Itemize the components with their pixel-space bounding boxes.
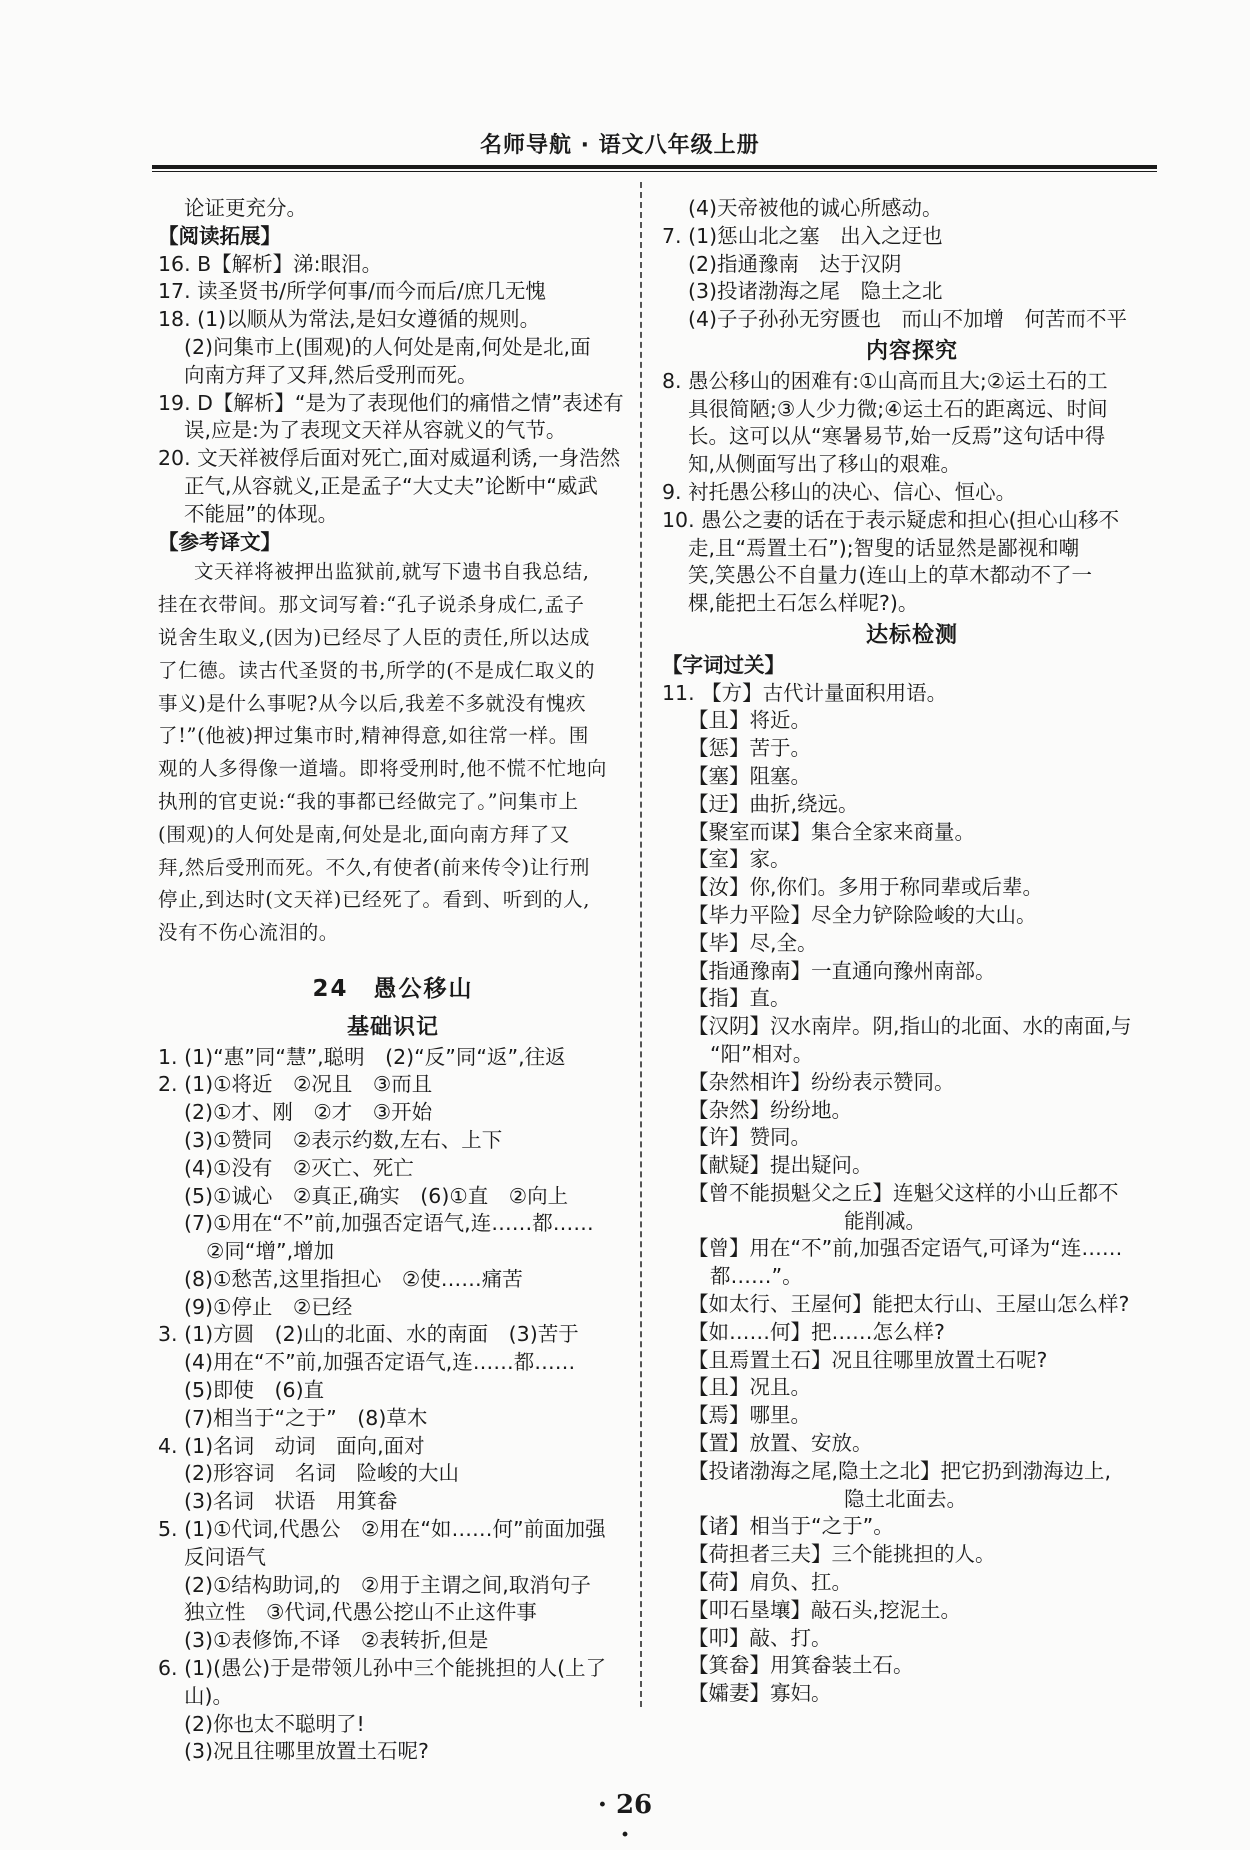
translation-line: 说舍生取义,(因为)已经尽了人臣的责任,所以达成 <box>158 625 591 649</box>
answer-line: (5)即使 (6)直 <box>184 1378 325 1403</box>
word-entry: “阳”相对。 <box>710 1041 814 1066</box>
answer-line: 独立性 ③代词,代愚公挖山不止这件事 <box>184 1600 537 1625</box>
word-entry: 【叩】敲、打。 <box>688 1625 832 1650</box>
word-entry: 【杂然】纷纷地。 <box>688 1097 852 1122</box>
translation-answers <box>662 195 1162 334</box>
answer-line: 6. (1)(愚公)于是带领儿孙中三个能挑担的人(上了 <box>158 1656 607 1681</box>
word-entry: 【毕力平险】尽全力铲除险峻的大山。 <box>688 902 1037 927</box>
translation-heading: 【参考译文】 <box>158 529 281 554</box>
word-answers <box>662 680 1162 1708</box>
answer-line: (7)①用在“不”前,加强否定语气,连……都…… <box>184 1211 594 1236</box>
answer-line: 9. 衬托愚公移山的决心、信心、恒心。 <box>662 479 1017 504</box>
word-entry: 【且焉置土石】况且往哪里放置土石呢? <box>688 1347 1048 1372</box>
word-entry: 都……”。 <box>710 1264 803 1289</box>
basic-knowledge-heading: 基础识记 <box>346 1014 439 1040</box>
answer-20: 20. 文天祥被俘后面对死亡,面对威逼利诱,一身浩然 <box>158 446 621 471</box>
word-entry: 【毕】尽,全。 <box>688 930 818 955</box>
translation-line: 了仁德。读古代圣贤的书,所学的(不是成仁取义的 <box>158 658 596 682</box>
translation-line: 停止,到达时(文天祥)已经死了。看到、听到的人, <box>158 888 591 912</box>
answer-18-line: 向南方拜了又拜,然后受刑而死。 <box>184 362 478 387</box>
word-entry: 【杂然相许】纷纷表示赞同。 <box>688 1069 955 1094</box>
answer-line: (5)①诚心 ②真正,确实 (6)①直 ②向上 <box>184 1183 569 1208</box>
translation-line: 执刑的官吏说:“我的事都已经做完了。”问集市上 <box>158 789 579 813</box>
assessment-heading: 达标检测 <box>865 622 958 648</box>
translation-line: 了!”(他被)押过集市时,精神得意,如往常一样。围 <box>158 724 589 748</box>
answer-line: (4)子子孙孙无穷匮也 而山不加增 何苦而不平 <box>688 307 1128 332</box>
answer-20-line: 正气,从容就义,正是孟子“大丈夫”论断中“威武 <box>184 473 598 498</box>
word-entry: 【孀妻】寡妇。 <box>688 1681 832 1706</box>
answer-line: 棵,能把土石怎么样呢?)。 <box>688 591 919 616</box>
word-entry: 【塞】阻塞。 <box>688 763 811 788</box>
answer-19: 19. D【解析】“是为了表现他们的痛惜之情”表述有 <box>158 390 624 415</box>
header-rule-thin <box>152 171 1157 172</box>
answer-line: (3)名词 状语 用箕畚 <box>184 1489 398 1514</box>
answer-line: 5. (1)①代词,代愚公 ②用在“如……何”前面加强 <box>158 1517 606 1542</box>
word-entry: 【且】将近。 <box>688 708 811 733</box>
answer-line: 知,从侧面写出了移山的艰难。 <box>688 452 962 477</box>
answer-line: 3. (1)方圆 (2)山的北面、水的南面 (3)苦于 <box>158 1322 579 1347</box>
answer-19-line: 误,应是:为了表现文天祥从容就义的气节。 <box>184 418 567 443</box>
word-entry: 【曾不能损魁父之丘】连魁父这样的小山丘都不 <box>688 1180 1119 1205</box>
answer-line: 走,且“焉置土石”);智叟的话显然是鄙视和嘲 <box>688 535 1080 560</box>
answer-line: (4)天帝被他的诚心所感动。 <box>688 196 943 220</box>
word-entry: 【室】家。 <box>688 847 791 872</box>
answer-line: (7)相当于“之于” (8)草木 <box>184 1405 428 1430</box>
answer-line: 笑,笑愚公不自量力(连山上的草木都动不了一 <box>688 563 1093 588</box>
word-entry: 【箕畚】用箕畚装土石。 <box>688 1653 914 1678</box>
word-entry: 【诸】相当于“之于”。 <box>688 1514 894 1539</box>
answer-line: 山)。 <box>184 1683 233 1708</box>
translation-line: 挂在衣带间。那文词写着:“孔子说杀身成仁,孟子 <box>158 593 585 617</box>
answer-line: (2)形容词 名词 险峻的大山 <box>184 1461 460 1486</box>
word-entry: 【聚室而谋】集合全家来商量。 <box>688 819 975 844</box>
reading-extension-heading: 【阅读拓展】 <box>158 223 281 248</box>
page-number: · 26 · <box>597 1790 653 1850</box>
lesson-title: 24 愚公移山 <box>312 975 474 1002</box>
answer-line: 7. (1)惩山北之塞 出入之迂也 <box>662 223 943 248</box>
word-entry: 【荷担者三夫】三个能挑担的人。 <box>688 1542 996 1567</box>
word-entry: 隐土北面去。 <box>844 1486 967 1511</box>
answer-line: (2)①结构助词,的 ②用于主谓之间,取消句子 <box>184 1572 591 1597</box>
answer-line: (4)用在“不”前,加强否定语气,连……都…… <box>184 1350 576 1375</box>
word-entry: 【荷】肩负、扛。 <box>688 1570 852 1595</box>
answer-line: (2)指通豫南 达于汉阴 <box>688 251 902 276</box>
answer-20-line: 不能屈”的体现。 <box>184 501 339 526</box>
basic-answers <box>158 1044 628 1767</box>
word-entry: 【迂】曲折,绕远。 <box>688 791 859 816</box>
answer-line: 长。这可以从“寒暑易节,始一反焉”这句话中得 <box>688 424 1106 449</box>
word-entry: 能削减。 <box>844 1208 926 1233</box>
answer-line: 反问语气 <box>184 1544 266 1569</box>
word-entry: 【如太行、王屋何】能把太行山、王屋山怎么样? <box>688 1292 1130 1317</box>
answer-line: 1. (1)“惠”同“慧”,聪明 (2)“反”同“返”,往返 <box>158 1044 566 1069</box>
answer-line: (2)你也太不聪明了! <box>184 1711 365 1736</box>
answer-line: 2. (1)①将近 ②况且 ③而且 <box>158 1072 433 1097</box>
answer-line: 具很简陋;③人少力微;④运土石的距离远、时间 <box>688 396 1108 421</box>
answer-17: 17. 读圣贤书/所学何事/而今而后/庶几无愧 <box>158 279 546 304</box>
right-column <box>662 195 1162 1708</box>
word-check-heading: 【字词过关】 <box>662 652 785 677</box>
header-rule <box>152 165 1157 169</box>
answer-line: (3)况且往哪里放置土石呢? <box>184 1739 429 1764</box>
word-entry: 【曾】用在“不”前,加强否定语气,可译为“连…… <box>688 1236 1123 1261</box>
word-entry: 【投诸渤海之尾,隐土之北】把它扔到渤海边上, <box>688 1458 1112 1483</box>
word-entry: 【惩】苦于。 <box>688 736 811 761</box>
translation-line: (围观)的人何处是南,何处是北,面向南方拜了又 <box>158 822 570 846</box>
running-header: 名师导航 · 语文八年级上册 <box>480 133 760 158</box>
answer-16: 16. B【解析】涕:眼泪。 <box>158 251 383 276</box>
answer-line: 10. 愚公之妻的话在于表示疑虑和担心(担心山移不 <box>662 507 1120 532</box>
word-entry: 【汝】你,你们。多用于称同辈或后辈。 <box>688 875 1044 900</box>
answer-line: 4. (1)名词 动词 面向,面对 <box>158 1433 425 1458</box>
word-entry: 【置】放置、安放。 <box>688 1431 873 1456</box>
word-entry: 【献疑】提出疑问。 <box>688 1153 873 1178</box>
answer-line: (9)①停止 ②已经 <box>184 1294 353 1319</box>
word-entry: 【汉阴】汉水南岸。阴,指山的北面、水的南面,与 <box>688 1014 1132 1039</box>
content-answers <box>662 368 1162 618</box>
answer-line: (2)①才、刚 ②才 ③开始 <box>184 1100 433 1125</box>
answer-line: (3)①赞同 ②表示约数,左右、上下 <box>184 1127 503 1152</box>
word-entry: 【许】赞同。 <box>688 1125 811 1150</box>
answer-line: (8)①愁苦,这里指担心 ②使……痛苦 <box>184 1266 523 1291</box>
answer-line: (3)①表修饰,不译 ②表转折,但是 <box>184 1628 489 1653</box>
answer-line: (4)①没有 ②灭亡、死亡 <box>184 1155 414 1180</box>
translation-line: 没有不伤心流泪的。 <box>158 921 339 945</box>
translation-line: 事义)是什么事呢?从今以后,我差不多就没有愧疚 <box>158 691 587 715</box>
word-entry: 11. 【方】古代计量面积用语。 <box>662 680 948 705</box>
translation-line: 观的人多得像一道墙。即将受刑时,他不慌不忙地向 <box>158 757 607 781</box>
word-entry: 【指通豫南】一直通向豫州南部。 <box>688 958 996 983</box>
word-entry: 【且】况且。 <box>688 1375 811 1400</box>
answer-line: ②同“增”,增加 <box>206 1239 335 1264</box>
left-column <box>158 195 628 1766</box>
answer-18: 18. (1)以顺从为常法,是妇女遵循的规则。 <box>158 307 541 332</box>
word-entry: 【指】直。 <box>688 986 791 1011</box>
word-entry: 【叩石垦壤】敲石头,挖泥土。 <box>688 1597 962 1622</box>
answer-line: 8. 愚公移山的困难有:①山高而且大;②运土石的工 <box>662 368 1108 393</box>
translation-line: 拜,然后受刑而死。不久,有使者(前来传令)让行刑 <box>158 855 591 879</box>
content-exploration-heading: 内容探究 <box>865 338 958 364</box>
translation-line: 文天祥将被押出监狱前,就写下遗书自我总结, <box>194 560 590 584</box>
answer-18-line: (2)问集市上(围观)的人何处是南,何处是北,面 <box>184 334 591 359</box>
answer-line: (3)投诸渤海之尾 隐土之北 <box>688 279 943 304</box>
word-entry: 【如……何】把……怎么样? <box>688 1319 945 1344</box>
translation-block <box>158 556 628 950</box>
word-entry: 【焉】哪里。 <box>688 1403 811 1428</box>
column-divider <box>640 182 642 1707</box>
continued-text: 论证更充分。 <box>184 196 307 220</box>
